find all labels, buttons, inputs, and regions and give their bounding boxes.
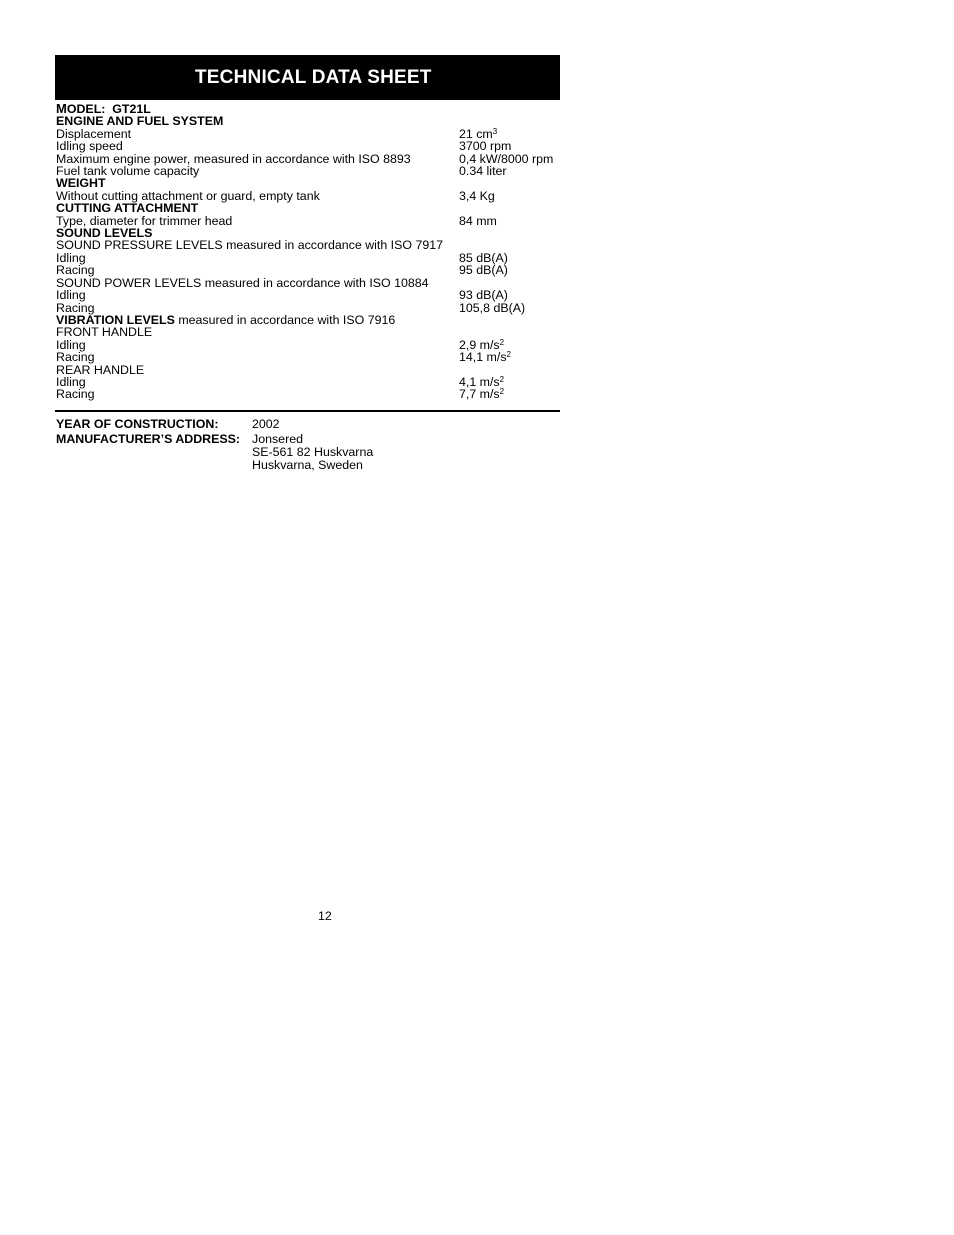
address-value bbox=[252, 433, 560, 471]
spec-label: Idling bbox=[56, 288, 86, 303]
spec-label: Racing bbox=[56, 300, 95, 315]
model-label-cap: M bbox=[56, 101, 67, 116]
page-number: 12 bbox=[318, 909, 332, 923]
spec-value: 21 $cm^3$ bbox=[459, 126, 498, 141]
spec-label: Maximum engine power, measured in accordance with ISO 8893 bbox=[56, 151, 411, 166]
spec-label: Idling bbox=[56, 250, 86, 265]
address-line: Jonsered bbox=[252, 432, 303, 447]
spec-value: 7,7 $m/s^2$ bbox=[459, 387, 505, 402]
spec-label: Without cutting attachment or guard, empty tank bbox=[56, 188, 320, 203]
spec-label: REAR HANDLE bbox=[56, 362, 145, 377]
sound-pressure-heading bbox=[55, 239, 560, 251]
spec-label: Idling bbox=[56, 374, 86, 389]
year-row bbox=[55, 418, 560, 431]
spec-value: 2,9 $m/s^2$ bbox=[459, 337, 505, 352]
model-value: GT21L bbox=[112, 102, 151, 116]
spec-label: Idling bbox=[56, 337, 86, 352]
section-header-weight: WEIGHT bbox=[56, 176, 106, 191]
section-header-engine: ENGINE AND FUEL SYSTEM bbox=[56, 114, 224, 129]
spec-value: 3,4 Kg bbox=[459, 188, 495, 203]
spec-label: Racing bbox=[56, 387, 95, 402]
spec-row-pressure-racing bbox=[55, 264, 560, 276]
spec-label: Racing bbox=[56, 350, 95, 365]
spec-value: 14,1 $m/s^2$ bbox=[459, 350, 511, 365]
spec-row-fuel-tank bbox=[55, 165, 560, 177]
spec-value: 0.34 liter bbox=[459, 164, 507, 179]
spec-label: SOUND PRESSURE LEVELS measured in accordance with ISO 7917 bbox=[56, 238, 444, 253]
address-label: MANUFACTURER’S ADDRESS: bbox=[56, 432, 241, 447]
spec-label: Type, diameter for trimmer head bbox=[56, 213, 233, 228]
section-divider bbox=[55, 410, 560, 412]
year-label: YEAR OF CONSTRUCTION: bbox=[56, 416, 219, 431]
spec-label: Displacement bbox=[56, 126, 132, 141]
manufacturer-info bbox=[55, 418, 560, 471]
spec-label: Fuel tank volume capacity bbox=[56, 164, 200, 179]
title-bar bbox=[55, 55, 560, 100]
spec-value: 93 dB(A) bbox=[459, 288, 508, 303]
spec-label: SOUND POWER LEVELS measured in accordance with ISO 10884 bbox=[56, 275, 429, 290]
year-value: 2002 bbox=[252, 416, 280, 431]
spec-value: 95 dB(A) bbox=[459, 263, 508, 278]
spec-row-power-idling bbox=[55, 289, 560, 301]
spec-label: FRONT HANDLE bbox=[56, 325, 153, 340]
spec-value: 105,8 dB(A) bbox=[459, 300, 526, 315]
spec-value: 3700 rpm bbox=[459, 139, 512, 154]
spec-value: 84 mm bbox=[459, 213, 497, 228]
model-label-rest: ODEL: bbox=[66, 102, 106, 116]
spec-row-front-racing bbox=[55, 351, 560, 363]
spec-row-idling-speed bbox=[55, 140, 560, 152]
spec-value: 0,4 kW/8000 rpm bbox=[459, 151, 554, 166]
technical-data-sheet bbox=[55, 55, 560, 471]
spec-value: 4,1 $m/s^2$ bbox=[459, 374, 505, 389]
address-line: SE-561 82 Huskvarna bbox=[252, 444, 374, 459]
section-header-cutting: CUTTING ATTACHMENT bbox=[56, 201, 199, 216]
page-title: TECHNICAL DATA SHEET bbox=[195, 66, 432, 88]
spec-table bbox=[55, 103, 560, 401]
section-header-sound: SOUND LEVELS bbox=[56, 226, 153, 241]
address-row bbox=[55, 433, 560, 471]
spec-row-rear-racing bbox=[55, 388, 560, 400]
spec-label: Racing bbox=[56, 263, 95, 278]
section-header-vibration: VIBRATION LEVELS measured in accordance with ISO 7916 bbox=[56, 312, 396, 327]
spec-value: 85 dB(A) bbox=[459, 250, 508, 265]
address-line: Huskvarna, Sweden bbox=[252, 457, 363, 472]
spec-label: Idling speed bbox=[56, 139, 123, 154]
